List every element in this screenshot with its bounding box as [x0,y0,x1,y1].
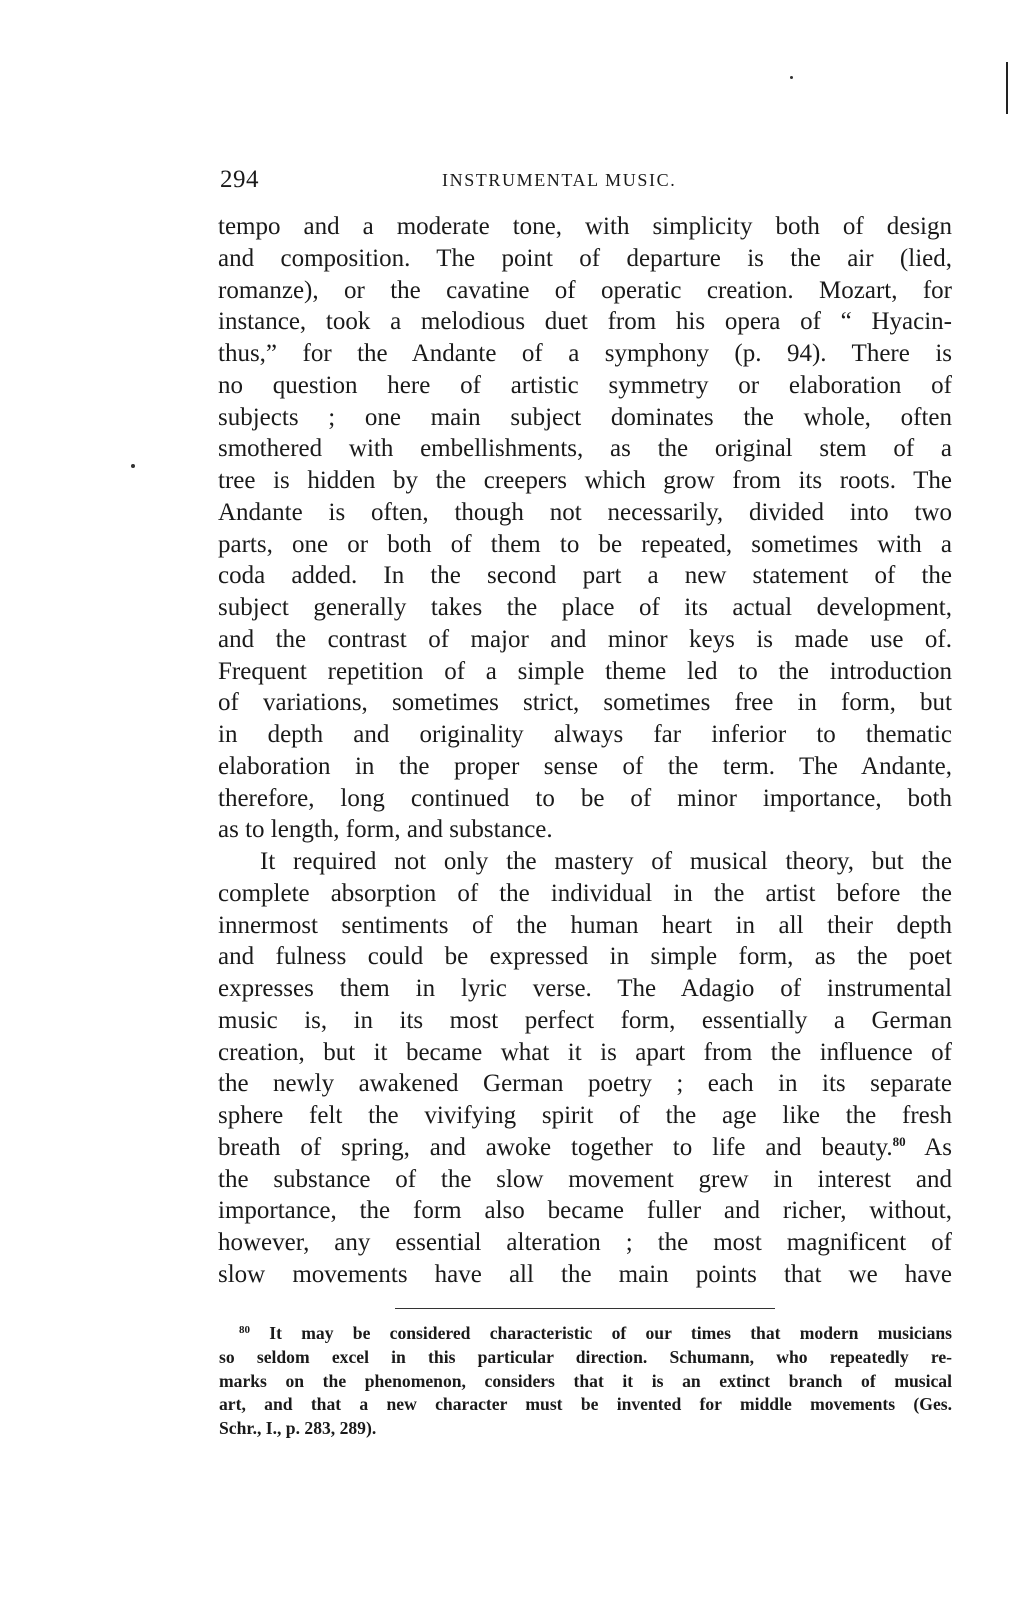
line-text: breath of spring, and awoke together to life and beauty. [218,1133,893,1161]
text-line: subject generally takes the place of its actual development, [218,594,952,621]
text-line: and fulness could be expressed in simple form, as the poet [218,943,952,971]
text-line: and composition. The point of departure is the air (lied, [218,244,952,272]
text-line: Andante is often, though not necessarily, divided into two [218,498,952,526]
text-line: thus,” for the Andante of a symphony (p. 94). There is [218,340,952,367]
ink-speck [131,464,135,468]
text-line: subjects ; one main subject dominates the whole, often [218,403,952,431]
text-line: parts, one or both of them to be repeated, sometimes with a [218,530,952,558]
text-line: elaboration in the proper sense of the term. The Andante, [218,752,952,780]
footnote-divider [395,1308,775,1309]
footnote-line [219,1322,952,1346]
text-line: the substance of the slow movement grew in interest and [218,1165,952,1193]
text-line: innermost sentiments of the human heart in all their depth [218,911,952,939]
footnote-marker: 80 [239,1324,250,1336]
footnote-line: so seldom excel in this particular direction. Schumann, who repeatedly re- [219,1346,952,1367]
text-line: expresses them in lyric verse. The Adagio of instrumental [218,975,952,1002]
text-line: no question here of artistic symmetry or elaboration of [218,371,952,399]
text-line: slow movements have all the main points that we have [218,1260,952,1288]
page-edge-mark [1006,62,1008,114]
text-line: coda added. In the second part a new statement of the [218,562,952,590]
text-line: music is, in its most perfect form, essentially a German [218,1006,952,1034]
text-line: and the contrast of major and minor keys is made use of. [218,625,952,653]
text-line-with-reference [218,1132,952,1164]
running-title: INSTRUMENTAL MUSIC. [442,170,677,190]
footnote-line: Schr., I., p. 283, 289). [219,1418,377,1439]
body-text [218,211,952,1291]
page-number: 294 [220,166,259,193]
footnote-line: art, and that a new character must be invented for middle movements (Ges. [219,1394,952,1415]
footnote-text: It may be considered characteristic of our times that modern musicians [250,1323,952,1343]
ink-speck [790,76,793,79]
text-line: therefore, long continued to be of minor importance, both [218,784,952,812]
text-line: of variations, sometimes strict, sometimes free in form, but [218,689,952,717]
text-line: complete absorption of the individual in the artist before the [218,879,952,907]
text-line: the newly awakened German poetry ; each in its separate [218,1070,952,1098]
text-line: Frequent repetition of a simple theme led to the introduction [218,657,952,685]
footnote-line: marks on the phenomenon, considers that it is an extinct branch of musical [219,1370,952,1391]
text-line: It required not only the mastery of musical theory, but the [260,848,952,875]
text-line: romanze), or the cavatine of operatic creation. Mozart, for [218,276,952,304]
text-line: tempo and a moderate tone, with simplicity both of design [218,213,952,240]
text-line: sphere felt the vivifying spirit of the age like the fresh [218,1102,952,1129]
text-line: importance, the form also became fuller and richer, without, [218,1197,952,1225]
text-line: creation, but it became what it is apart from the influence of [218,1038,952,1066]
text-line: tree is hidden by the creepers which grow from its roots. The [218,467,952,494]
text-line: as to length, form, and substance. [218,816,553,844]
text-line: smothered with embellishments, as the original stem of a [218,435,952,463]
running-header [220,166,950,198]
footnote-reference: 80 [892,1133,906,1149]
line-tail: As [905,1133,952,1161]
footnote [219,1322,952,1441]
text-line: in depth and originality always far inferior to thematic [218,721,952,748]
text-line: however, any essential alteration ; the most magnificent of [218,1229,952,1256]
text-line: instance, took a melodious duet from his opera of “ Hyacin- [218,308,952,336]
